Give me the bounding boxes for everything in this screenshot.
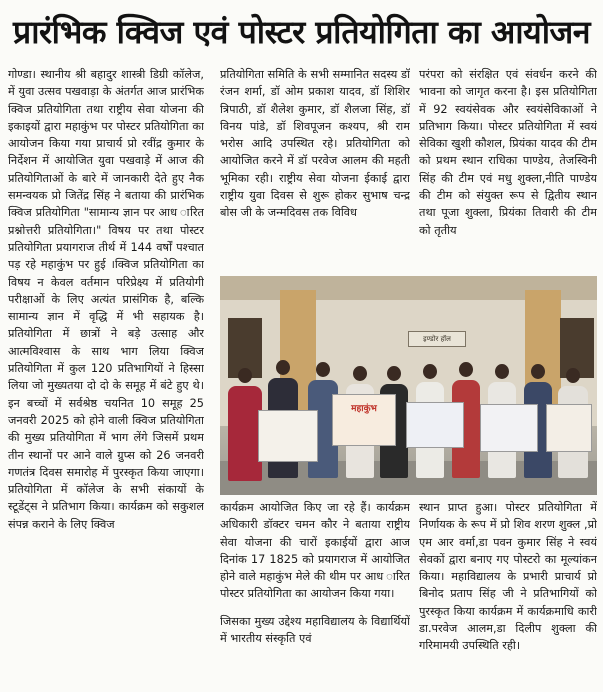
person-head (423, 364, 437, 379)
poster-title: महाकुंभ (351, 404, 377, 414)
photo-wall-sign: इण्डोर हॉल (408, 331, 466, 347)
column-2-bottom-text-2: जिसका मुख्य उद्देश्य महाविद्यालय के विद्यार्थियों में भारतीय संस्कृति एवं (220, 614, 410, 646)
column-3-bottom-text: स्थान प्राप्त हुआ। पोस्टर प्रतियोगिता में निर्णायक के रूप में प्रो शिव शरण शुक्ल ,प्रो एम आर वर्मा,डा पवन कुमार सिंह ने स्वयं सेवकों द्वारा बनाए गए पोस्टरो का मूल्यांकन किया। महाविद्यालय के प्रभारी प्राचार्य प्रो बिनोद प्रताप सिंह जी ने प्रतिभागियों को पुरस्कृत किया कार्यक्रम में कार्यक्रमाधि कारी डा.परवेज आलम,डा दिलीप शुक्ला की गरिमामयी उपस्थिति रही। (419, 501, 597, 653)
article-column-2-bottom (220, 499, 410, 689)
article-column-1 (8, 66, 204, 688)
article-headline: प्रारंभिक क्विज एवं पोस्टर प्रतियोगिता का आयोजन (12, 12, 590, 51)
poster-sheet (332, 394, 396, 446)
poster-sheet (406, 402, 464, 448)
person-head (566, 368, 580, 383)
poster-sheet (546, 404, 592, 452)
poster-sheet (480, 404, 538, 452)
group-photo (220, 276, 597, 495)
article-column-3-top (419, 66, 597, 271)
column-3-top-text: परंपरा को संरक्षित एवं संवर्धन करने की भावना को जागृत करना है। इस प्रतियोगिता में 92 स्वयंसेवक और स्वयंसेविकाओं ने प्रतिभाग किया। पोस्टर प्रतियोगिता में स्वयं सेविका खुशी कौशल, प्रियंका यादव की टीम को प्रथम स्थान राधिका पाण्डेय, तेजस्विनी सिंह की टीम एवं मधु शुक्ला,नीति पाण्डेय की टीम को संयुक्त रूप से द्वितीय स्थान तथा पूजा शुक्ला, प्रियंका तिवारी की टीम को तृतीय (419, 68, 597, 237)
column-2-bottom-text-1: कार्यक्रम आयोजित किए जा रहे हैं। कार्यक्रम अधिकारी डॉक्टर चमन कौर ने बताया राष्ट्रीय सेवा योजना की चारों इकाईयों द्वारा आज दिनांक 17 1825 को प्रयागराज में आयोजित होने वाले महाकुंभ मेले की थीम पर आध ारित पोस्टर प्रतियोगिता का आयोजन किया गया। (220, 501, 410, 601)
person-head (353, 366, 367, 381)
article-column-2-top (220, 66, 410, 271)
person-head (238, 368, 252, 383)
person-figure (228, 386, 262, 481)
column-2-top-text: प्रतियोगिता समिति के सभी सम्मानित सदस्य डॉ रंजन शर्मा, डॉ ओम प्रकाश यादव, डॉ शिशिर त्रिपाठी, डॉ शैलेश कुमार, डॉ शैलजा सिंह, डॉ विनय पांडे, डॉ शिवपूजन कश्यप, श्री राम भरोस आदि उपस्थित रहे। प्रतियोगिता को आयोजित करने में डॉ परवेज आलम की महती भूमिका रही। राष्ट्रीय सेवा योजना ईकाई द्वारा राष्ट्रीय युवा दिवस से शुरू होकर सुभाष चन्द्र बोस जी के जन्मदिवस तक विविध (220, 68, 410, 220)
article-column-3-bottom (419, 499, 597, 689)
person-head (531, 364, 545, 379)
column-1-text: गोण्डा। स्थानीय श्री बहादुर शास्त्री डिग्री कॉलेज, में युवा उत्सव पखवाड़ा के अंतर्गत आज प्रारंभिक क्विज प्रतियोगिता तथा राष्ट्रीय सेवा योजना की इकाइयों द्वारा महाकुंभ पर पोस्टर प्रतियोगिता का आयोजन किया गया प्राचार्य प्रो रवींद्र कुमार के निर्देशन में आयोजित युवा पखवाड़े में आज की प्रतियोगिताओं के बारे में जानकारी देते हुए नैक समन्वयक प्रो जितेंद्र सिंह ने बताया की प्रारंभिक क्विज प्रतियोगिता "सामान्य ज्ञान पर आध ारित प्रश्नोत्तरी प्रतियोगिता।" विषय पर तथा पोस्टर प्रतियोगिता प्रयागराज तीर्थ में 144 वर्षों पश्चात पड़ रहे महाकुंभ पर हुई ।क्विज प्रतियोगिता का विषय न केवल वर्तमान परिप्रेक्ष्य में प्रतियोगी परीक्षाओं के लिए अत्यंत प्रासंगिक है, बल्कि सामान्य ज्ञान में वृद्धि में भी सहायक है। प्रतियोगिता में छात्रों ने बड़े उत्साह और आत्मविश्वास के साथ भाग लिया क्विज प्रतियोगिता में कुल 120 प्रतिभागियों ने हिस्सा लिया जो मुख्यतया दो दो के समूह में बंटे हुए थे। इन बच्चों में सर्वश्रेष्ठ चयनित 10 समूह 25 जनवरी 2025 को होने वाली क्विज प्रतियोगिता की मुख्य प्रतियोगिता में भाग लेंगे जिसमें प्रथम तीन स्थानों पर आने वाले ग्रुप्स को 26 जनवरी गणतंत्र दिवस समारोह में पुरस्कृत किया जाएगा। प्रतियोगिता में कॉलेज के सभी संकायों के स्टूडेंट्स ने प्रतिभाग किया। कार्यक्रम को सकुशल संपन्न कराने के लिए क्विज (8, 68, 204, 531)
person-head (459, 362, 473, 377)
person-head (387, 366, 401, 381)
person-head (316, 362, 330, 377)
person-head (276, 360, 290, 375)
poster-sheet (258, 410, 318, 462)
person-head (495, 364, 509, 379)
